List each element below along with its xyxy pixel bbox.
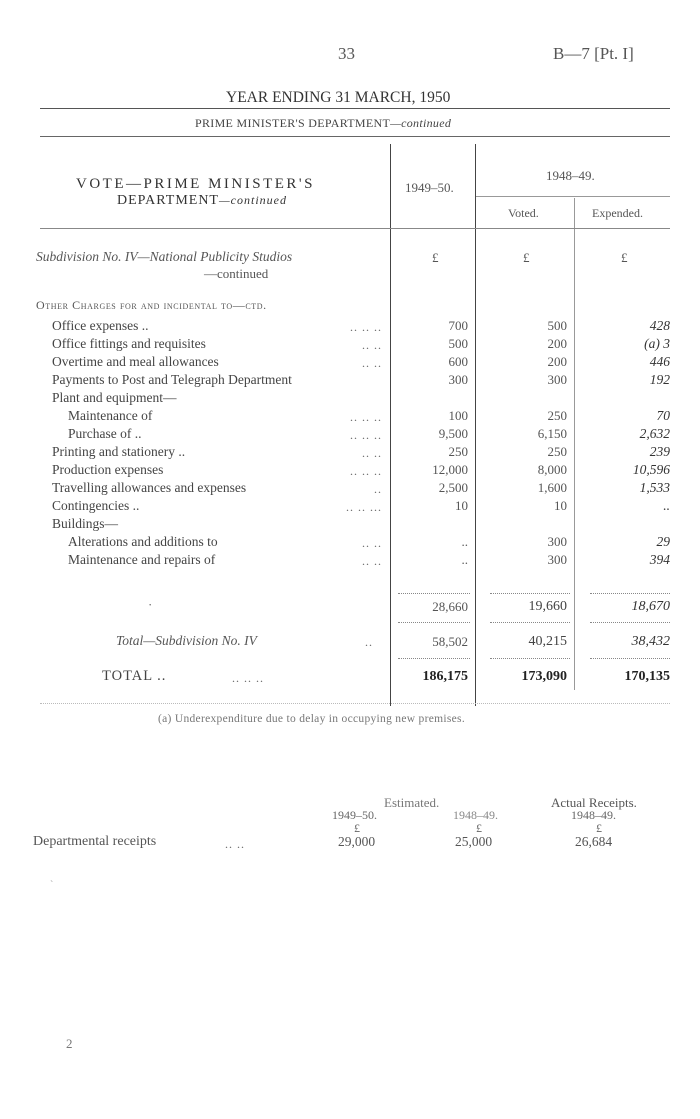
row-value-voted: 300	[547, 372, 567, 387]
row-value-expended: 446	[649, 354, 670, 369]
department-continued: —continued	[390, 116, 452, 130]
row-leader-dots: .. .. ..	[350, 320, 382, 334]
column-header-expended: Expended.	[592, 206, 643, 220]
grand-total-label: TOTAL ..	[102, 668, 167, 684]
row-label: Purchase of ..	[68, 426, 142, 441]
row-label: Maintenance of	[68, 408, 153, 423]
row-value-voted: 6,150	[537, 426, 567, 441]
receipts-actual-label: Actual Receipts.	[551, 795, 637, 810]
subtotal-rule	[590, 593, 670, 594]
row-value-voted: 500	[547, 318, 567, 333]
receipts-row-dots: .. ..	[225, 837, 245, 851]
row-leader-dots: .. .. ..	[350, 464, 382, 478]
grand-total-voted: 173,090	[521, 669, 567, 684]
row-leader-dots: .. .. ..	[350, 428, 382, 442]
vote-title-line1: VOTE—PRIME MINISTER'S	[76, 176, 315, 192]
subtotal-rule-lower	[490, 622, 570, 623]
receipts-row-label: Departmental receipts	[33, 834, 157, 849]
row-value-voted: 250	[547, 444, 567, 459]
row-value-voted: 200	[547, 336, 567, 351]
section-reference: B—7 [Pt. I]	[553, 44, 634, 63]
row-value-voted: 200	[547, 354, 567, 369]
row-label: Payments to Post and Telegraph Department	[52, 372, 292, 387]
subtotal-rule	[398, 593, 470, 594]
stray-mark: `	[50, 880, 54, 891]
row-label: Office expenses ..	[52, 318, 149, 333]
table-header-rule	[40, 228, 670, 229]
receipts-col-1949-50: 1949–50.	[332, 808, 377, 822]
total-subdivision-dots: ..	[365, 635, 373, 649]
row-leader-dots: .. ..	[362, 554, 382, 568]
column-header-1948-49: 1948–49.	[546, 168, 595, 183]
receipts-value-actual: 26,684	[575, 834, 613, 849]
total-rule	[590, 658, 670, 659]
subdivision-continued: —continued	[204, 266, 269, 281]
grand-total-1949-50: 186,175	[422, 669, 468, 684]
receipts-value-1948-49: 25,000	[455, 834, 493, 849]
receipts-value-1949-50: 29,000	[338, 834, 376, 849]
row-value-1949-50: 10	[455, 498, 468, 513]
row-leader-dots: .. ..	[362, 536, 382, 550]
row-leader-dots: .. ..	[362, 446, 382, 460]
total-subdivision-expended: 38,432	[631, 634, 670, 649]
row-value-expended: 10,596	[632, 462, 670, 477]
row-label: Office fittings and requisites	[52, 336, 206, 351]
row-value-1949-50: 500	[448, 336, 468, 351]
row-leader-dots: .. ..	[362, 338, 382, 352]
vote-title-dept: DEPARTMENT	[117, 193, 219, 208]
row-label: Contingencies ..	[52, 498, 140, 513]
column-header-1949-50: 1949–50.	[405, 180, 454, 195]
subtotal-rule-lower	[398, 622, 470, 623]
row-value-1949-50: 300	[448, 372, 468, 387]
total-subdivision-label: Total—Subdivision No. IV	[116, 633, 257, 648]
row-value-expended: 29	[656, 534, 670, 549]
currency-1949-50: £	[432, 250, 439, 265]
row-value-1949-50: 100	[448, 408, 468, 423]
row-value-expended: 394	[649, 552, 670, 567]
row-leader-dots: .. .. ..	[350, 410, 382, 424]
row-value-1949-50: ..	[461, 534, 468, 549]
subtotal-bullet: ·	[148, 597, 153, 612]
row-value-1949-50: 250	[448, 444, 468, 459]
page-title: YEAR ENDING 31 MARCH, 1950	[226, 89, 451, 106]
receipts-currency-1948-49: £	[476, 821, 482, 835]
department-name: PRIME MINISTER'S DEPARTMENT	[195, 116, 391, 130]
receipts-currency-actual: £	[596, 821, 602, 835]
row-value-expended: 192	[649, 372, 670, 387]
row-label: Alterations and additions to	[68, 534, 218, 549]
department-heading	[195, 116, 451, 131]
row-label: Travelling allowances and expenses	[52, 480, 247, 495]
receipts-col-1948-49: 1948–49.	[453, 808, 498, 822]
row-value-voted: 1,600	[537, 480, 567, 495]
row-leader-dots: ..	[374, 482, 382, 496]
receipts-col-actual-year: 1948–49.	[571, 808, 616, 822]
row-label: Buildings—	[52, 516, 119, 531]
bottom-page-mark: 2	[66, 1036, 73, 1051]
row-value-expended: 70	[656, 408, 670, 423]
receipts-estimated-label: Estimated.	[384, 795, 440, 810]
row-value-expended: 1,533	[639, 480, 670, 495]
vote-title-line2	[117, 193, 287, 209]
subtotal-rule-lower	[590, 622, 670, 623]
subtotal-1949-50: 28,660	[432, 599, 468, 614]
row-leader-dots: .. ..	[362, 356, 382, 370]
row-value-1949-50: 700	[448, 318, 468, 333]
row-label: Plant and equipment—	[52, 390, 177, 405]
row-value-expended: ..	[663, 498, 670, 513]
row-value-1949-50: 600	[448, 354, 468, 369]
row-value-1949-50: ..	[461, 552, 468, 567]
row-label: Production expenses	[52, 462, 164, 477]
footnote: (a) Underexpenditure due to delay in occupying new premises.	[158, 713, 465, 725]
row-value-1949-50: 2,500	[438, 480, 468, 495]
row-label: Printing and stationery ..	[52, 444, 186, 459]
column-header-voted: Voted.	[508, 206, 539, 220]
subdivision-title: Subdivision No. IV—National Publicity Studios	[36, 249, 293, 264]
other-charges-heading: Other Charges for and incidental to—ctd.	[36, 298, 267, 312]
header-subrule	[476, 196, 670, 197]
row-label: Maintenance and repairs of	[68, 552, 216, 567]
grand-total-dots: .. .. ..	[232, 671, 264, 685]
row-label: Overtime and meal allowances	[52, 354, 219, 369]
currency-expended: £	[621, 250, 628, 265]
total-subdivision-voted: 40,215	[528, 634, 567, 649]
row-value-voted: 8,000	[537, 462, 567, 477]
department-rule	[40, 136, 670, 137]
vote-title-continued: —continued	[218, 193, 287, 207]
row-value-expended: 239	[649, 444, 670, 459]
row-value-1949-50: 9,500	[438, 426, 468, 441]
grand-total-expended: 170,135	[624, 669, 670, 684]
total-subdivision-1949-50: 58,502	[432, 634, 468, 649]
total-rule	[398, 658, 470, 659]
row-value-voted: 300	[547, 552, 567, 567]
row-value-1949-50: 12,000	[432, 462, 468, 477]
row-value-voted: 300	[547, 534, 567, 549]
row-value-voted: 250	[547, 408, 567, 423]
row-value-voted: 10	[554, 498, 567, 513]
subtotal-voted: 19,660	[528, 599, 567, 614]
subtotal-rule	[490, 593, 570, 594]
row-value-expended: 2,632	[639, 426, 670, 441]
subtotal-expended: 18,670	[631, 599, 670, 614]
header-rule	[40, 108, 670, 109]
row-value-expended: 428	[649, 318, 670, 333]
currency-voted: £	[523, 250, 530, 265]
table-bottom-rule	[40, 703, 670, 704]
row-value-expended: (a) 3	[644, 336, 670, 351]
row-leader-dots: .. .. ...	[346, 500, 382, 514]
total-rule	[490, 658, 570, 659]
page-number: 33	[338, 44, 355, 63]
receipts-currency-1949-50: £	[354, 821, 360, 835]
